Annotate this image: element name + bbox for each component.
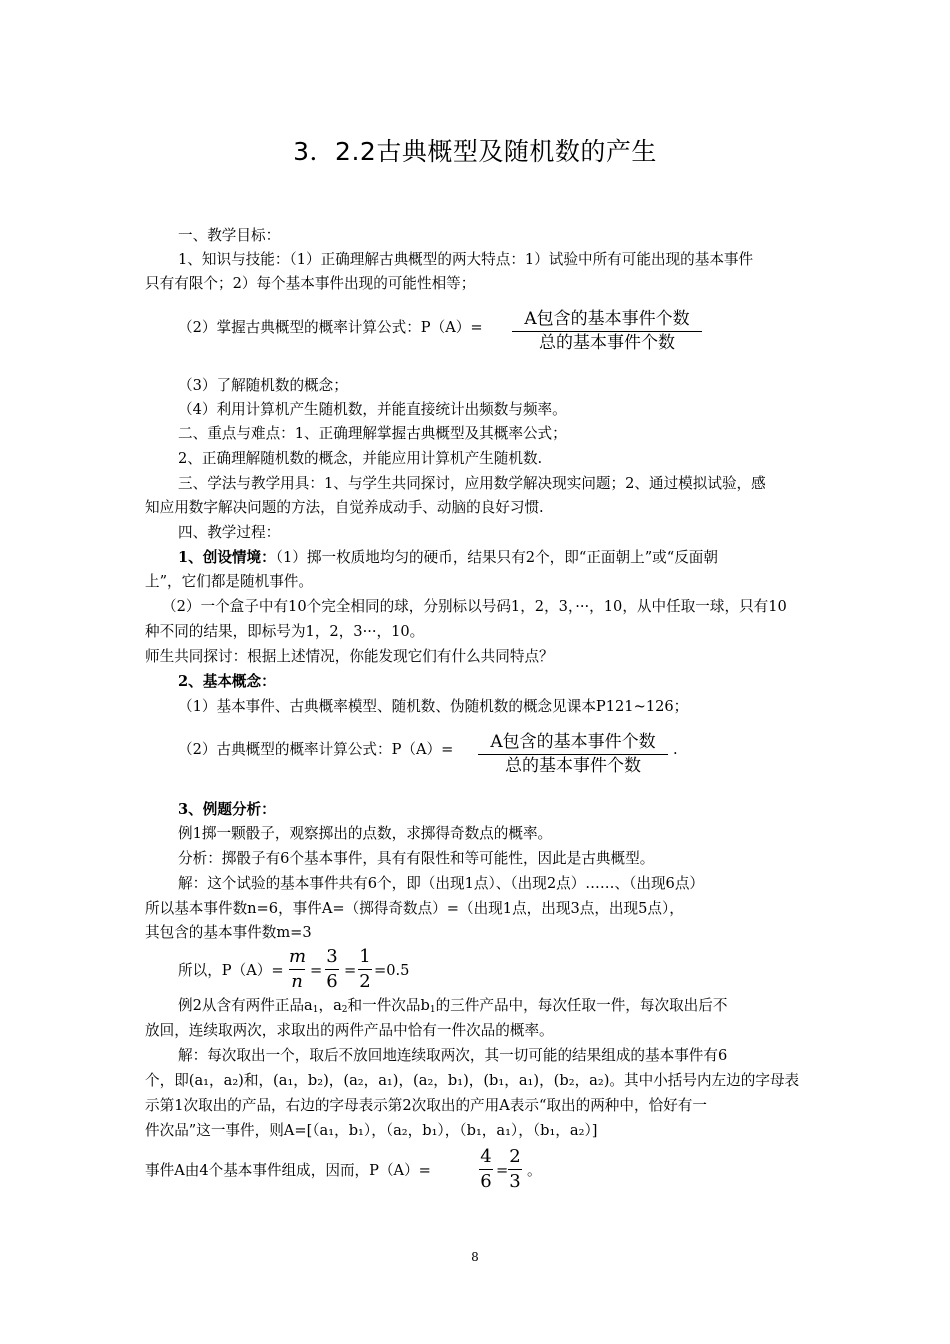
formula-denominator: 总的基本事件个数 (539, 333, 675, 353)
concept-heading: 2、基本概念： (178, 673, 276, 690)
fraction-3: 3 (509, 1171, 521, 1192)
example-1-analysis: 分析：掷骰子有6个基本事件，具有有限性和等可能性，因此是古典概型。 (178, 850, 655, 867)
fraction-bar (512, 331, 702, 332)
example-1-question: 例1掷一颗骰子，观察掷出的点数，求掷得奇数点的概率。 (178, 825, 553, 842)
goal-3: （3）了解随机数的概念； (178, 377, 348, 394)
example-heading: 3、例题分析： (178, 801, 276, 818)
situation-2b: 种不同的结果，即标号为1，2，3···，10。 (145, 623, 425, 640)
goal-2: （2）掌握古典概型的概率计算公式：P（A）= (178, 319, 483, 336)
example-1-result-value: =0.5 (374, 962, 410, 979)
fraction-1: 1 (359, 946, 371, 967)
process-heading: 四、教学过程： (178, 524, 281, 541)
example-1-result-prefix: 所以，P（A）= (178, 962, 284, 979)
concept-formula-fraction (478, 734, 668, 775)
fraction-m: m (289, 946, 307, 967)
example-2-solution-2: 个，即(a₁，a₂)和，(a₁，b₂)，(a₂，a₁)，(a₂，b₁)，(b₁，a₁)，(b₂，a₂)。其中小括号内左边的字母表 (145, 1072, 800, 1089)
fraction-2: 2 (359, 971, 371, 992)
fraction-bar (289, 969, 305, 970)
fraction-3-over-6 (325, 948, 339, 991)
method-1: 三、学法与教学用具：1、与学生共同探讨，应用数学解决现实问题；2、通过模拟试验，感 (178, 475, 766, 492)
situation-line-1 (178, 548, 718, 568)
discussion: 师生共同探讨：根据上述情况，你能发现它们有什么共同特点？ (145, 648, 554, 665)
page-number: 8 (471, 1250, 479, 1264)
fraction-bar (478, 754, 668, 755)
method-2: 知应用数字解决问题的方法，自觉养成动手、动脑的良好习惯. (145, 499, 544, 516)
goal-1a: 1、知识与技能：（1）正确理解古典概型的两大特点：1）试验中所有可能出现的基本事件 (178, 251, 754, 268)
example-2-result-end: 。 (527, 1162, 542, 1179)
example-2-question-2: 放回，连续取两次，求取出的两件产品中恰有一件次品的概率。 (145, 1022, 554, 1039)
concept-2-period: . (673, 741, 678, 758)
example-1-solution-1: 解：这个试验的基本事件共有6个，即（出现1点）、（出现2点）……、（出现6点） (178, 875, 705, 892)
subscript: 1 (312, 1005, 319, 1015)
probability-formula-fraction (512, 311, 702, 352)
ex2-text: 和一件次品b (347, 997, 430, 1014)
concept-2: （2）古典概型的概率计算公式：P（A）= (178, 741, 454, 758)
fraction-m-over-n (289, 948, 305, 991)
formula-numerator: A包含的基本事件个数 (524, 309, 690, 329)
fraction-1-over-2 (358, 948, 372, 991)
ex2-text: ，a (318, 997, 342, 1014)
equals-sign: = (310, 962, 323, 979)
fraction-bar (325, 969, 339, 970)
equals-sign: = (496, 1162, 509, 1179)
goal-heading: 一、教学目标： (178, 227, 281, 244)
goal-1b: 只有有限个；2）每个基本事件出现的可能性相等； (145, 275, 476, 292)
fraction-2: 2 (509, 1146, 521, 1167)
subscript: 1 (429, 1005, 436, 1015)
concept-formula-numerator: A包含的基本事件个数 (490, 732, 656, 752)
example-2-solution-3: 示第1次取出的产品，右边的字母表示第2次取出的产用A表示“取出的两种中，恰好有一 (145, 1097, 707, 1114)
key-points-2: 2、正确理解随机数的概念，并能应用计算机产生随机数. (178, 450, 543, 467)
ex2-text: 例2从含有两件正品a (178, 997, 313, 1014)
example-2-solution-1: 解：每次取出一个，取后不放回地连续取两次，其一切可能的结果组成的基本事件有6 (178, 1047, 728, 1064)
situation-1b: 上”，它们都是随机事件。 (145, 573, 313, 590)
situation-text-1: （1）掷一枚质地均匀的硬币，结果只有2个，即“正面朝上”或“反面朝 (275, 549, 718, 566)
fraction-4-over-6 (479, 1148, 493, 1191)
subscript: 2 (341, 1005, 348, 1015)
fraction-n: n (291, 971, 303, 992)
example-2-question-1 (178, 996, 727, 1016)
goal-4: （4）利用计算机产生随机数，并能直接统计出频数与频率。 (178, 401, 567, 418)
concept-formula-denominator: 总的基本事件个数 (505, 756, 641, 776)
example-1-solution-2: 所以基本事件数n=6，事件A=（掷得奇数点）=（出现1点，出现3点，出现5点）， (145, 900, 684, 917)
page-title: 3．2.2古典概型及随机数的产生 (293, 137, 657, 166)
fraction-2-over-3 (508, 1148, 522, 1191)
concept-1: （1）基本事件、古典概率模型、随机数、伪随机数的概念见课本P121~126； (178, 698, 689, 715)
fraction-bar (358, 969, 372, 970)
fraction-3: 3 (326, 946, 338, 967)
fraction-6: 6 (326, 971, 338, 992)
example-1-solution-3: 其包含的基本事件数m=3 (145, 924, 312, 941)
fraction-bar (479, 1169, 493, 1170)
equals-sign: = (344, 962, 357, 979)
situation-2a: （2）一个盒子中有10个完全相同的球，分别标以号码1，2，3，···，10，从中任取一球，只有10 (162, 598, 787, 615)
ex2-text: 的三件产品中，每次任取一件，每次取出后不 (435, 997, 728, 1014)
example-2-result-prefix: 事件A由4个基本事件组成，因而，P（A）= (145, 1162, 431, 1179)
situation-label: 1、创设情境： (178, 549, 276, 566)
fraction-6: 6 (480, 1171, 492, 1192)
example-2-solution-4: 件次品”这一事件，则A=[（a₁，b₁），（a₂，b₁），（b₁，a₁），（b₁，a₂）] (145, 1122, 598, 1139)
key-points-1: 二、重点与难点：1、正确理解掌握古典概型及其概率公式； (178, 425, 567, 442)
fraction-4: 4 (480, 1146, 492, 1167)
fraction-bar (508, 1169, 522, 1170)
